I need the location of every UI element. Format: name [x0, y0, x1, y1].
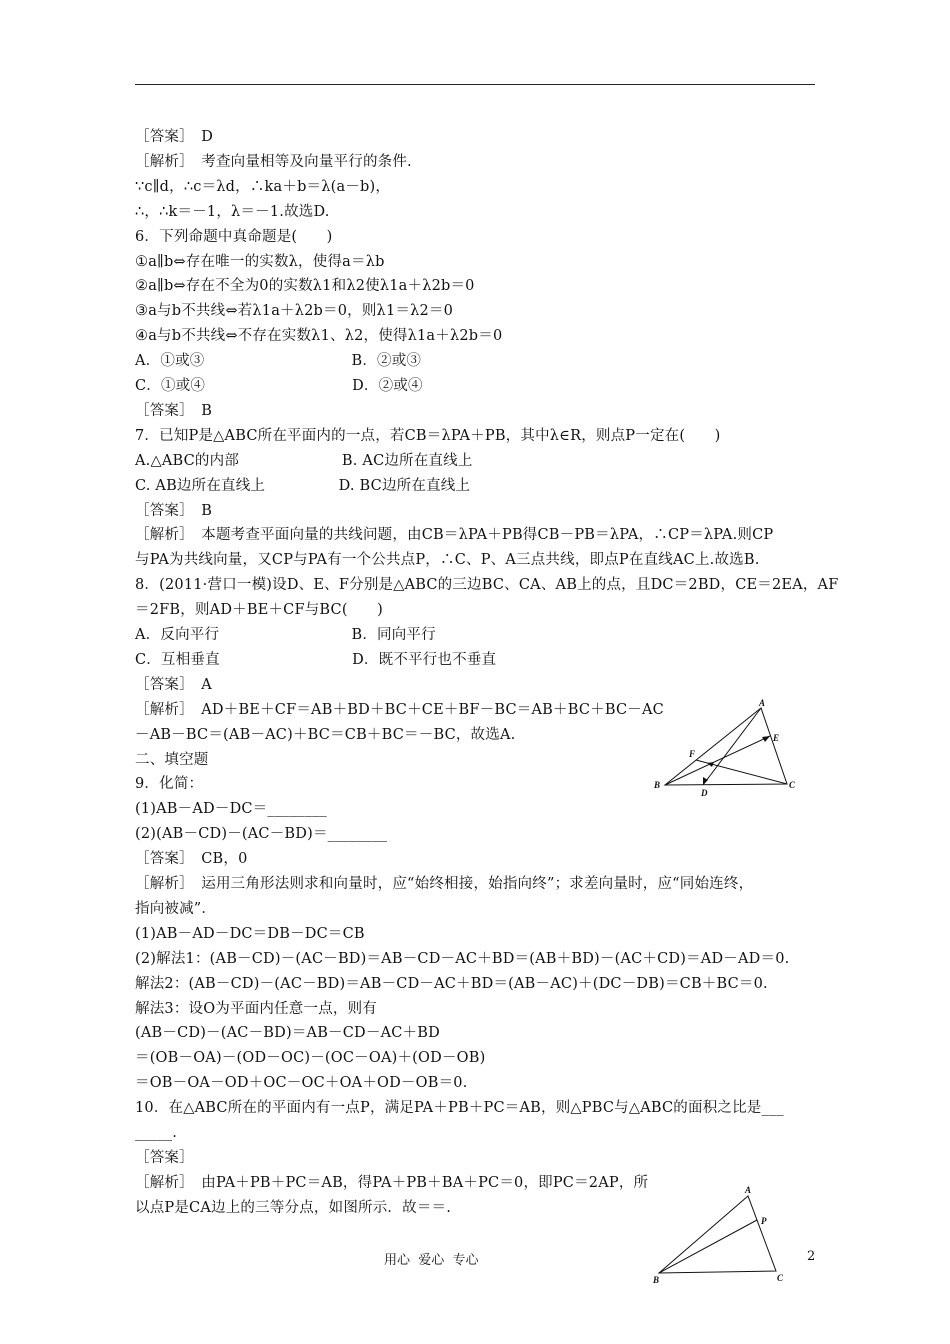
arrow-head-d [703, 777, 708, 785]
label-b-2: B [653, 1275, 660, 1285]
text-line: ＝(OB－OA)－(OD－OC)－(OC－OA)＋(OD－OB) [135, 1050, 486, 1067]
text-line: _____. [135, 1125, 178, 1141]
text-line: 解法3：设O为平面内任意一点，则有 [135, 1000, 378, 1017]
text-line: ［答案］ A [135, 676, 212, 693]
text-line: 6．下列命题中真命题是( ) [135, 228, 333, 245]
label-f: F [689, 749, 696, 759]
text-line: 7．已知P是△ABC所在平面内的一点，若CB＝λPA＋PB，其中λ∈R，则点P一定在( ) [135, 427, 721, 444]
arrow-head-e [762, 736, 770, 742]
text-line: ＝OB－OA－OD＋OC－OC＋OA＋OD－OB＝0. [135, 1075, 468, 1092]
text-line: ［解析］ 运用三角形法则求和向量时，应“始终相接，始指向终”；求差向量时，应“同始连终， [135, 876, 754, 892]
text-line: (1)AB－AD－DC＝________ [135, 801, 327, 818]
text-line: 二、填空题 [135, 751, 209, 768]
text-line: ［解析］ 本题考查平面向量的共线问题，由CB＝λPA＋PB得CB－PB＝λPA，∴CP＝λPA.则CP [135, 527, 774, 544]
text-line: C．①或④ D．②或④ [135, 378, 423, 394]
text-line: ∵c∥d，∴c＝λd，∴ka＋b＝λ(a－b)， [135, 178, 391, 195]
text-line: 8．(2011·营口一模)设D、E、F分别是△ABC的三边BC、CA、AB上的点，且DC＝2BD，CE＝2EA，AF [135, 577, 839, 594]
text-line: ［解析］ 由PA＋PB＋PC＝AB，得PA＋PB＋BA＋PC＝0，即PC＝2AP，所 [135, 1174, 649, 1191]
label-a-2: A [745, 1185, 752, 1195]
text-line: －AB－BC＝(AB－AC)＋BC＝CB＋BC＝－BC，故选A. [135, 726, 516, 743]
text-line: 以点P是CA边上的三等分点，如图所示．故＝＝. [135, 1199, 452, 1216]
page-footer: 用心 爱心 专心 [384, 1253, 479, 1268]
triangle-figure-p [645, 1183, 795, 1287]
text-line: 9．化简： [135, 776, 204, 793]
text-line: (AB－CD)－(AC－BD)＝AB－CD－AC＋BD [135, 1025, 440, 1042]
page-number: 2 [807, 1249, 816, 1264]
label-p: P [761, 1216, 767, 1226]
text-line: (1)AB－AD－DC＝DB－DC＝CB [135, 925, 365, 942]
label-c-2: C [777, 1273, 784, 1283]
label-b: B [654, 780, 661, 790]
text-line: ［答案］ B [135, 502, 213, 519]
text-line: ［答案］ B [135, 402, 213, 419]
text-line: ①a∥b⇔存在唯一的实数λ，使得a＝λb [135, 253, 385, 270]
text-line: 解法2：(AB－CD)－(AC－BD)＝AB－CD－AC＋BD＝(AB－AC)＋(DC－DB)＝CB＋BC＝0. [135, 975, 768, 992]
text-line: ［答案］ CB，0 [135, 851, 248, 868]
triangle-abc-outline [665, 708, 787, 785]
text-line: (2)解法1：(AB－CD)－(AC－BD)＝AB－CD－AC＋BD＝(AB＋BD)－(AC＋CD)＝AD－AD＝0. [135, 950, 790, 967]
segment-ad [703, 708, 761, 785]
text-line: 与PA为共线向量，又CP与PA有一个公共点P，∴C、P、A三点共线，即点P在直线AC上.故选B. [135, 552, 760, 569]
label-a: A [759, 698, 766, 708]
triangle-abc-outline-2 [659, 1196, 776, 1273]
text-line: ［答案］ [135, 1149, 194, 1166]
triangle-figure-def [645, 696, 805, 800]
text-line: ∴，∴k＝－1，λ＝－1.故选D. [135, 203, 330, 220]
text-line: ④a与b不共线⇔不存在实数λ1、λ2，使得λ1a＋λ2b＝0 [135, 328, 503, 345]
label-c: C [789, 780, 796, 790]
text-line: 指向被减”． [135, 900, 217, 917]
text-line: C. AB边所在直线上 D. BC边所在直线上 [135, 477, 471, 494]
segment-bp [659, 1220, 757, 1273]
text-line: A．①或③ B．②或③ [135, 353, 422, 370]
text-line: ［答案］ D [135, 129, 214, 145]
text-line: 10．在△ABC所在的平面内有一点P，满足PA＋PB＋PC＝AB，则△PBC与△ABC的面积之比是___ [135, 1100, 784, 1117]
text-line: ［解析］ AD＋BE＋CF＝AB＋BD＋BC＋CE＋BF－BC＝AB＋BC＋BC－AC [135, 701, 664, 718]
text-line: ②a∥b⇔存在不全为0的实数λ1和λ2使λ1a＋λ2b＝0 [135, 278, 475, 295]
text-line: ＝2FB，则AD＋BE＋CF与BC( ) [135, 602, 383, 619]
label-d: D [701, 788, 708, 798]
text-line: (2)(AB－CD)－(AC－BD)＝________ [135, 826, 388, 843]
text-line: ③a与b不共线⇔若λ1a＋λ2b＝0，则λ1＝λ2＝0 [135, 303, 454, 320]
header-rule [135, 84, 815, 85]
text-line: ［解析］ 考查向量相等及向量平行的条件. [135, 153, 412, 170]
text-line: C．互相垂直 D．既不平行也不垂直 [135, 651, 497, 668]
label-e: E [773, 733, 780, 743]
text-line: A.△ABC的内部 B. AC边所在直线上 [135, 452, 473, 469]
text-line: A．反向平行 B．同向平行 [135, 627, 436, 643]
